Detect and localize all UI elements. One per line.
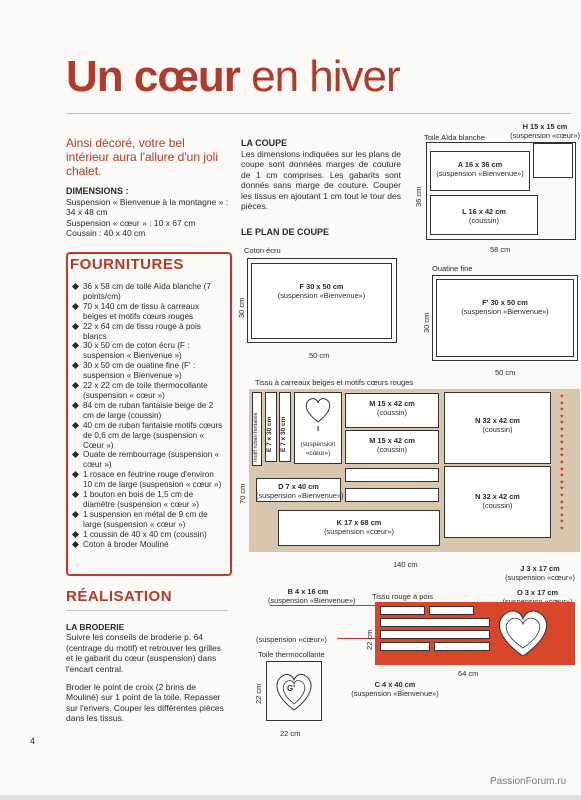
thermo-width: 22 cm — [280, 729, 301, 738]
piece-n1-label: N 32 x 42 cm — [475, 416, 520, 425]
rouge-susp-label: (suspension «cœur») — [256, 635, 327, 644]
fournitures-heading: FOURNITURES — [70, 256, 184, 273]
piece-d-label: D 7 x 40 cm — [278, 482, 319, 491]
tissu-width: 140 cm — [393, 560, 418, 569]
piece-h — [533, 143, 573, 178]
piece-fprime-label: F' 30 x 50 cm — [482, 298, 528, 307]
watermark: PassionForum.ru — [490, 776, 567, 787]
piece-j — [380, 630, 490, 639]
piece-m1-sub: (coussin) — [377, 408, 407, 417]
piece-b-sub: (suspension «Bienvenue») — [268, 596, 356, 605]
piece-o — [434, 642, 490, 651]
rouge-width: 64 cm — [458, 669, 479, 678]
piece-fprime — [436, 279, 574, 357]
page-title: Un cœur en hiver — [66, 52, 400, 101]
piece-e1-label: E 7 x 30 cm — [266, 416, 273, 452]
list-item: 30 x 50 cm de ouatine fine (F' : suspension « Bienvenue ») — [72, 361, 224, 381]
piece-l-label: L 16 x 42 cm — [462, 207, 506, 216]
piece-c-sub: (suspension «Bienvenue») — [351, 689, 439, 698]
piece-b-2 — [429, 606, 474, 615]
thermo-label: Toile thermocollante — [258, 650, 325, 659]
page-number: 4 — [30, 736, 36, 746]
realisation-text — [66, 622, 226, 724]
dimensions-block — [66, 186, 231, 239]
coton-label: Coton écru — [244, 246, 281, 255]
piece-n1-sub: (coussin) — [482, 425, 513, 434]
piece-c-2 — [380, 642, 430, 651]
list-item: Ouate de rembourrage (suspension « cœur ») — [72, 450, 224, 470]
piece-m1-label: M 15 x 42 cm — [369, 399, 415, 408]
piece-m2-label: M 15 x 42 cm — [369, 436, 415, 445]
aida-height: 36 cm — [414, 186, 423, 207]
piece-d-sub: (suspension «Bienvenue») — [256, 491, 344, 500]
list-item: 1 bouton en bois de 1,5 cm de diamètre (suspension « cœur ») — [72, 490, 224, 510]
piece-h-sub: (suspension «cœur») — [510, 131, 580, 140]
piece-g-label: G' — [287, 684, 296, 693]
piece-l-sub: (coussin) — [469, 216, 499, 225]
piece-i-label: I — [316, 424, 320, 433]
list-item: 84 cm de ruban fantaisie beige de 2 cm de large (coussin) — [72, 401, 224, 421]
ruban-label: motif ruban fantaisie — [253, 412, 259, 462]
piece-k-label: K 17 x 68 cm — [336, 518, 382, 527]
list-item: 36 x 58 cm de toile Aïda blanche (7 points/cm) — [72, 282, 224, 302]
dimension-line: Coussin : 40 x 40 cm — [66, 228, 146, 239]
list-item: Coton à broder Mouliné — [72, 540, 224, 550]
piece-a-label: A 16 x 36 cm — [457, 160, 503, 169]
coupe-heading: LA COUPE — [241, 138, 288, 148]
heart-icon — [303, 396, 333, 424]
coupe-text: Les dimensions indiquées sur les plans de coupe sont données marges de couture de 1 cm comprises. Les gabarits sont donnés sans marge de couture. Couper les tissus en ajoutant 1 cm tout le tour des pièces. — [241, 148, 401, 211]
piece-m2-sub: (coussin) — [377, 445, 407, 454]
piece-a-sub: (suspension «Bienvenue») — [436, 169, 524, 178]
dimension-line: Suspension « Bienvenue à la montagne » : 34 x 48 cm — [66, 196, 229, 218]
aida-label: Toile Aïda blanche — [424, 133, 485, 142]
list-item: 30 x 50 cm de coton écru (F : suspension « Bienvenue ») — [72, 341, 224, 361]
tissu-label: Tissu à carreaux beiges et motifs cœurs rouges — [255, 378, 414, 387]
broderie-paragraph-2: Broder le point de croix (2 brins de Mouliné) sur 1 point de la toile. Repasser sur l'envers. Couper les différentes pièces dans les tissus. — [66, 682, 224, 724]
rouge-label: Tissu rouge à pois — [372, 592, 434, 601]
realisation-divider — [66, 610, 228, 611]
piece-b-pointer — [270, 605, 375, 606]
list-item: 1 rosace en feutrine rouge d'environ 10 cm de large (suspension « cœur ») — [72, 470, 224, 490]
coton-height: 30 cm — [237, 297, 246, 318]
dimension-line: Suspension « cœur » : 10 x 67 cm — [66, 217, 196, 228]
rouge-height: 22 cm — [365, 629, 374, 650]
piece-fprime-sub: (suspension «Bienvenue») — [461, 307, 549, 316]
broderie-heading: LA BRODERIE — [66, 622, 125, 632]
intro-text: Ainsi décoré, votre bel intérieur aura l'allure d'un joli chalet. — [66, 136, 218, 178]
title-divider — [66, 113, 571, 114]
heart-pattern: ♥ ♥ ♥ ♥ ♥ ♥ ♥ ♥ ♥ ♥ ♥ ♥ ♥ ♥ ♥ ♥ ♥ ♥ ♥ ♥ ♥ — [560, 394, 564, 532]
piece-h-label: H 15 x 15 cm — [522, 122, 568, 131]
list-item: 40 cm de ruban fantaisie motifs cœurs de 0,6 cm de large (suspension « Cœur ») — [72, 421, 224, 451]
ouatine-label: Ouatine fine — [432, 264, 473, 273]
piece-i-sub: (suspension «cœur») — [300, 441, 336, 457]
piece-k-sub: (suspension «cœur») — [324, 527, 394, 536]
list-item: 1 coussin de 40 x 40 cm (coussin) — [72, 530, 224, 540]
list-item: 1 suspension en métal de 9 cm de large (suspension « cœur ») — [72, 510, 224, 530]
ouatine-width: 50 cm — [495, 368, 516, 377]
piece-j-label: J 3 x 17 cm — [520, 564, 560, 573]
plan-heading: LE PLAN DE COUPE — [241, 227, 330, 237]
piece-o-label: O 3 x 17 cm — [516, 588, 559, 597]
aida-width: 58 cm — [490, 245, 511, 254]
dimensions-heading: DIMENSIONS : — [66, 186, 129, 196]
piece-b-label: B 4 x 16 cm — [287, 587, 329, 596]
piece-f-sub: (suspension «Bienvenue») — [277, 291, 366, 300]
coupe-block — [241, 138, 401, 212]
piece-n2-sub: (coussin) — [482, 501, 513, 510]
strip-1 — [345, 468, 439, 482]
thermo-height: 22 cm — [254, 683, 263, 704]
piece-j-sub: (suspension «cœur») — [505, 573, 575, 582]
piece-b-1 — [380, 606, 425, 615]
list-item: 22 x 22 cm de toile thermocollante (suspension « cœur ») — [72, 381, 224, 401]
tissu-height: 70 cm — [238, 483, 247, 504]
piece-c-label: C 4 x 40 cm — [374, 680, 416, 689]
piece-n2-label: N 32 x 42 cm — [475, 492, 520, 501]
fournitures-list — [72, 282, 224, 549]
coton-width: 50 cm — [309, 351, 330, 360]
broderie-paragraph-1: Suivre les conseils de broderie p. 64 (centrage du motif) et retrouver les grilles et le gabarit du cœur (suspension) dans l'encart central. — [66, 632, 221, 674]
list-item: 22 x 64 cm de tissu rouge à pois blancs — [72, 322, 224, 342]
list-item: 70 x 140 cm de tissu à carreaux beiges et motifs cœurs rouges — [72, 302, 224, 322]
heart-icon — [493, 606, 553, 658]
piece-f-label: F 30 x 50 cm — [299, 282, 344, 291]
page-footer-bar — [0, 795, 581, 800]
piece-f — [251, 263, 392, 339]
piece-c-1 — [380, 618, 490, 627]
piece-e2-label: E 7 x 30 cm — [280, 416, 287, 452]
strip-2 — [345, 488, 439, 502]
ouatine-height: 30 cm — [422, 312, 431, 333]
realisation-heading: RÉALISATION — [66, 588, 173, 605]
